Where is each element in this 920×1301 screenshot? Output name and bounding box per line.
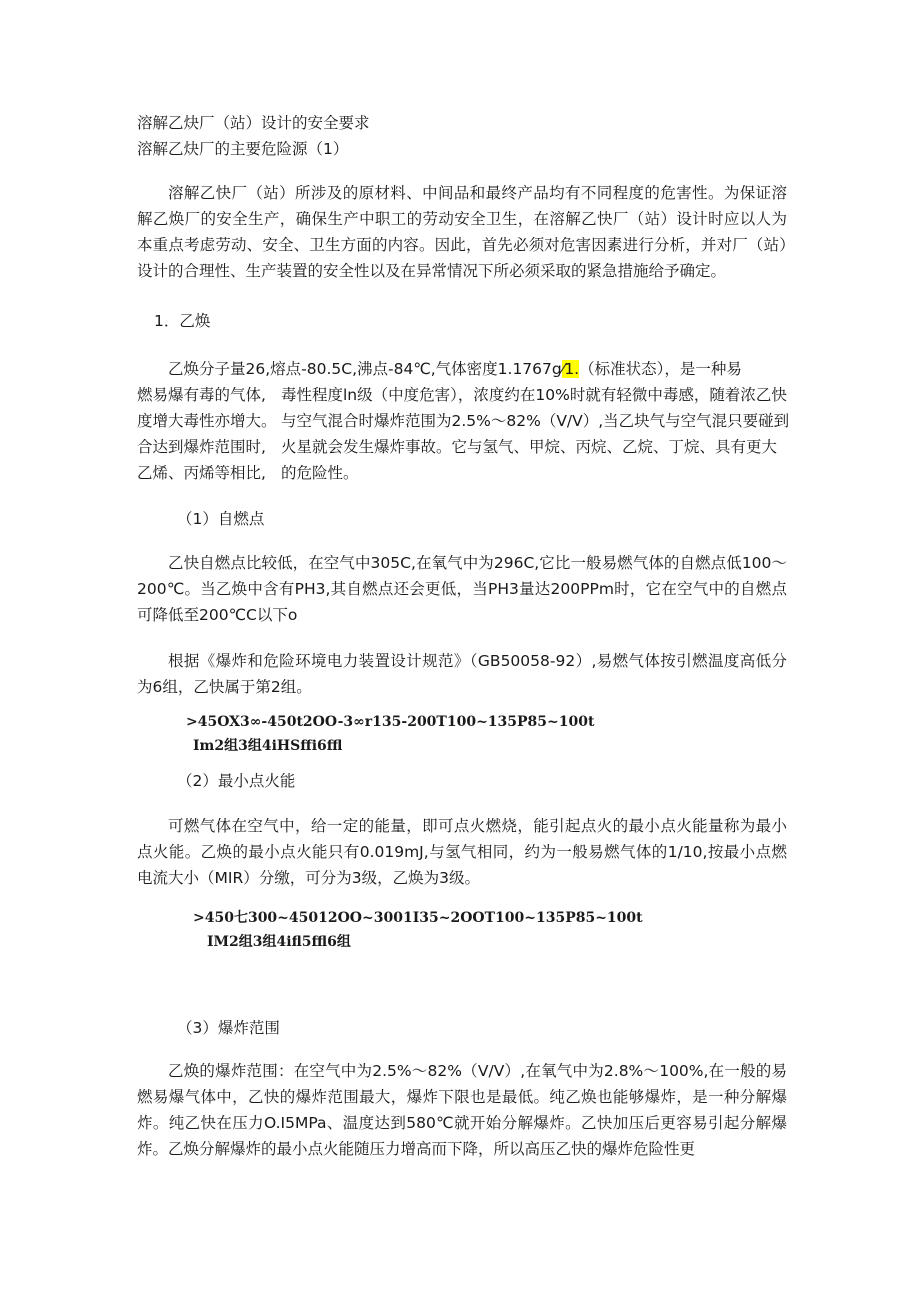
section-1-first-line [168, 356, 742, 382]
ignition-group-row: >450七300~45012OO~3001I35~2OOT100~135P85~100t [193, 910, 643, 926]
document-subtitle: 溶解乙炔厂的主要危险源（1） [137, 140, 349, 158]
explosion-range-paragraph: 乙焕的爆炸范围：在空气中为2.5%～82%（V/V）,在氧气中为2.8%～100%,在一般的易燃易爆气体中，乙快的爆炸范围最大，爆炸下限也是最低。纯乙焕也能够爆炸，是一种分解爆炸。纯乙快在压力O.I5MPa、温度达到580℃就开始分解爆炸。乙快加压后更容易引起分解爆炸。乙焕分解爆炸的最小点火能随压力增高而下降，所以高压乙快的爆炸危险性更 [137, 1062, 787, 1158]
autoignition-paragraph: 乙快自燃点比较低，在空气中305C,在氧气中为296C,它比一般易燃气体的自燃点低100～200℃。当乙焕中含有PH3,其自燃点还会更低，当PH3量达200PPm时，它在空气中的自燃点可降低至200℃C以下o [137, 554, 787, 624]
subsection-1-heading: （1）自燃点 [177, 510, 265, 528]
highlighted-unit: ⁄1. [561, 360, 580, 378]
left-column-line: 乙烯、丙烯等相比, [137, 464, 266, 482]
temperature-group-labels: Im2组3组4iHSffi6ffl [193, 738, 343, 754]
right-column-line: 与空气混合时爆炸范围为2.5%～82%（V/V）,当乙块气与空气混只要碰到 [281, 412, 790, 430]
classification-paragraph: 根据《爆炸和危险环境电力装置设计规范》（GB50058-92）,易燃气体按引燃温度高低分为6组，乙快属于第2组。 [137, 652, 787, 696]
right-column-line: 毒性程度ln级（中度危害），浓度约在10%时就有轻微中毒感，随着浓乙快 [281, 386, 787, 404]
subsection-2-heading: （2）最小点火能 [177, 772, 296, 790]
temperature-group-row: >45OX3∞-450t2OO-3∞r135-200T100~135P85~100t [186, 714, 595, 730]
right-column-line: 的危险性。 [281, 464, 359, 482]
right-column-line: 火星就会发生爆炸事故。它与氢气、甲烷、丙烷、乙烷、丁烷、具有更大 [281, 438, 778, 456]
line1-post: （标准状态），是一种易 [579, 360, 742, 378]
left-column-line: 合达到爆炸范围时, [137, 438, 266, 456]
ignition-energy-paragraph: 可燃气体在空气中，给一定的能量，即可点火燃烧，能引起点火的最小点火能量称为最小点火能。乙焕的最小点火能只有0.019mJ,与氢气相同，约为一般易燃气体的1/10,按最小点燃电流大小（MIR）分缴，可分为3级，乙焕为3级。 [137, 817, 787, 887]
ignition-group-labels: IM2组3组4ifl5ffl6组 [207, 934, 351, 950]
subsection-3-heading: （3）爆炸范围 [177, 1019, 280, 1037]
left-column-line: 燃易爆有毒的气体, [137, 386, 266, 404]
section-1-heading: 1．乙焕 [154, 312, 211, 330]
intro-paragraph: 溶解乙快厂（站）所涉及的原材料、中间品和最终产品均有不同程度的危害性。为保证溶解乙焕厂的安全生产，确保生产中职工的劳动安全卫生，在溶解乙快厂（站）设计时应以人为本重点考虑劳动、安全、卫生方面的内容。因此，首先必须对危害因素进行分析，并对厂（站）设计的合理性、生产装置的安全性以及在异常情况下所必须采取的紧急措施给予确定。 [137, 184, 787, 280]
left-column-line: 度增大毒性亦增大。 [137, 412, 277, 430]
line1-pre: 乙焕分子量26,熔点-80.5C,沸点-84℃,气体密度1.1767g [168, 360, 562, 378]
document-title: 溶解乙炔厂（站）设计的安全要求 [137, 114, 370, 132]
